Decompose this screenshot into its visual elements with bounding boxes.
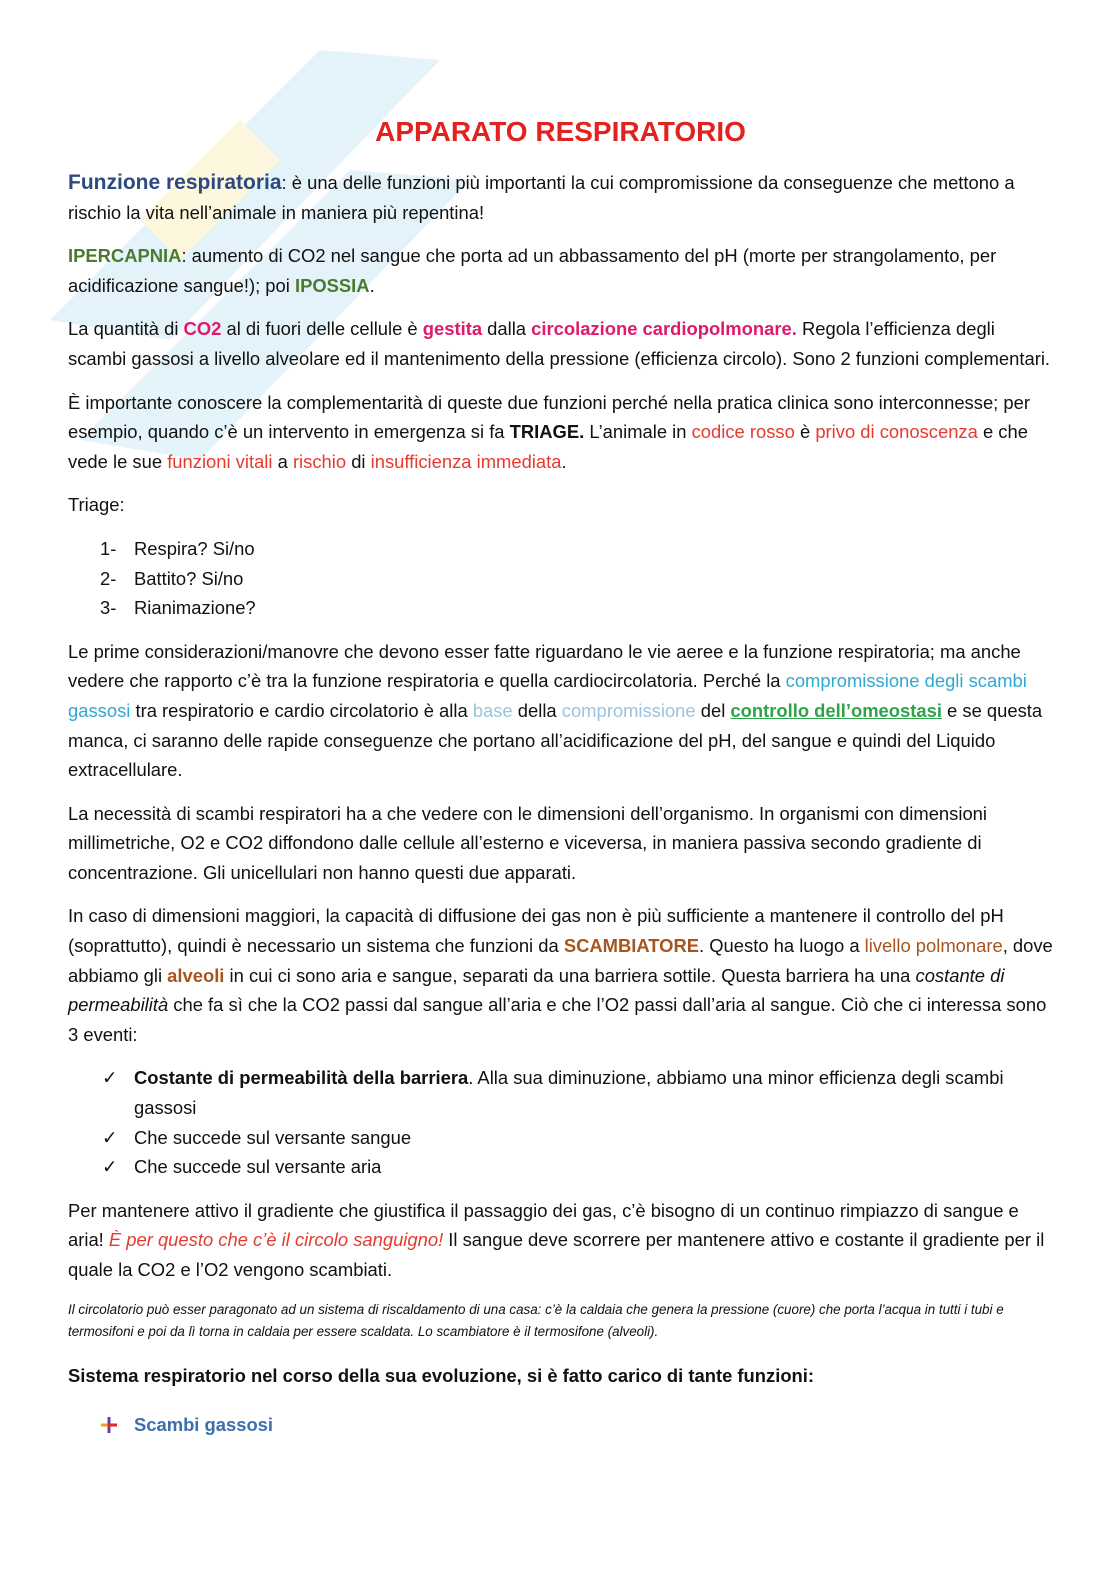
text-span: a	[272, 450, 293, 472]
list-text: Che succede sul versante sangue	[134, 1126, 412, 1148]
list-text: Battito? Si/no	[134, 567, 244, 589]
highlight-circolazione: circolazione cardiopolmonare.	[531, 318, 797, 340]
text-span: di	[346, 450, 371, 472]
term-scambiatore: SCAMBIATORE	[563, 935, 700, 957]
highlight-insufficienza: insufficienza immediata	[370, 450, 562, 472]
text-span: : è una delle funzioni più importanti la cui compromissione da conseguenze che mettono a rischio la vita nell’animale in maniera più repentina!	[68, 172, 1015, 223]
text-span: Il sangue deve scorrere per mantenere attivo e costante il gradiente per il quale la CO2 e l’O2 vengono scambiati.	[68, 1229, 1045, 1280]
list-text: Respira? Si/no	[134, 537, 255, 559]
list-text: . Alla sua diminuzione, abbiamo una minor efficienza degli scambi gassosi	[134, 1067, 1004, 1119]
highlight-compromissione-scambi: compromissione degli scambi gassosi	[68, 670, 1027, 721]
paragraph-scambiatore	[68, 901, 1053, 1049]
text-span: La quantità di	[68, 318, 184, 340]
text-span: .	[561, 450, 567, 472]
highlight-gestita: gestita	[422, 318, 483, 340]
page-title: APPARATO RESPIRATORIO	[375, 116, 746, 147]
term-ipossia: IPOSSIA	[294, 274, 370, 296]
paragraph-ipercapnia	[68, 241, 1053, 300]
triage-list	[68, 534, 1053, 623]
text-span: è	[794, 421, 816, 443]
text-span: dalla	[482, 318, 532, 340]
checkmark-icon: ✓	[102, 1156, 118, 1178]
term-alveoli: alveoli	[167, 964, 225, 986]
list-item	[68, 1063, 1053, 1122]
text-span: È importante conoscere la complementarità di queste due funzioni perché nella pratica clinica sono interconnesse; per esempio, quando c’è un intervento in emergenza si fa	[68, 391, 1030, 443]
highlight-codice-rosso: codice rosso	[691, 421, 795, 443]
bullet-arrow-icon	[100, 1416, 118, 1434]
text-span: , dove abbiamo gli	[68, 935, 1053, 986]
text-span: : aumento di CO2 nel sangue che porta ad un abbassamento del pH (morte per strangolamento, per acidificazione sangue!); poi	[68, 245, 997, 296]
list-number: 1-	[100, 537, 117, 559]
paragraph-funzione-respiratoria	[68, 168, 1053, 227]
text-span: e se questa manca, ci saranno delle rapide conseguenze che portano all’acidificazione del pH, del sangue e quindi del Liquido extracellulare.	[68, 699, 1043, 781]
list-text: Che succede sul versante aria	[134, 1156, 382, 1178]
text-span: del	[695, 699, 731, 721]
list-number: 2-	[100, 567, 117, 589]
text-span: Regola l’efficienza degli scambi gassosi a livello alveolare ed il mantenimento della pressione (efficienza circolo). Sono 2 funzioni complementari.	[68, 318, 1051, 369]
text-span: che fa sì che la CO2 passi dal sangue all’aria e che l’O2 passi dall’aria al sangue. Ciò che ci interessa sono 3 eventi:	[68, 994, 1047, 1045]
list-item	[68, 1123, 1053, 1153]
section-heading-sistema-respiratorio: Sistema respiratorio nel corso della sua evoluzione, si è fatto carico di tante funzioni:	[68, 1364, 815, 1386]
list-item	[68, 564, 1053, 594]
highlight-circolo-sanguigno: È per questo che c’è il circolo sanguigno!	[108, 1229, 444, 1251]
highlight-base: base	[472, 699, 513, 721]
text-span: In caso di dimensioni maggiori, la capacità di diffusione dei gas non è più sufficiente a mantenere il controllo del pH (soprattutto), quindi è necessario un sistema che funzioni da	[68, 905, 1004, 957]
list-text-bold: Costante di permeabilità della barriera	[134, 1067, 469, 1089]
section-heading-funzione: Funzione respiratoria	[68, 171, 282, 194]
highlight-controllo-omeostasi: controllo dell’omeostasi	[730, 699, 942, 721]
text-span: .	[369, 274, 375, 296]
checkmark-icon: ✓	[102, 1126, 118, 1148]
term-triage: TRIAGE.	[509, 421, 585, 443]
paragraph-triage-intro	[68, 388, 1053, 477]
list-item	[68, 1410, 1053, 1440]
highlight-co2: CO2	[183, 318, 222, 340]
text-span: al di fuori delle cellule è	[221, 318, 423, 340]
paragraph-co2	[68, 314, 1053, 373]
checkmark-icon: ✓	[102, 1067, 118, 1089]
list-item	[68, 1152, 1053, 1182]
list-item	[68, 593, 1053, 623]
italic-note: Il circolatorio può esser paragonato ad un sistema di riscaldamento di una casa: c’è la caldaia che genera la pressione (cuore) che porta l’acqua in tutti i tubi e termosifoni e poi da lì torna in caldaia per essere scaldata. Lo scambiatore è il termosifone (alveoli).	[68, 1301, 1004, 1339]
highlight-privo: privo di conoscenza	[815, 421, 978, 443]
list-text: Scambi gassosi	[134, 1414, 274, 1436]
paragraph-gradiente	[68, 1196, 1053, 1285]
list-number: 3-	[100, 597, 117, 619]
list-text: Rianimazione?	[134, 597, 256, 619]
text-span: Le prime considerazioni/manovre che devono esser fatte riguardano le vie aeree e la funzione respiratoria; ma anche vedere che rapporto c’è tra la funzione respiratoria e quella cardiocircolatoria. Perché la	[68, 640, 1021, 692]
highlight-funzioni-vitali: funzioni vitali	[167, 450, 273, 472]
triage-label: Triage:	[68, 494, 125, 516]
text-span: Per mantenere attivo il gradiente che giustifica il passaggio dei gas, c’è bisogno di un continuo rimpiazzo di sangue e aria!	[68, 1199, 1019, 1251]
events-checklist	[68, 1063, 1053, 1181]
text-span: . Questo ha luogo a	[699, 935, 865, 957]
term-ipercapnia: IPERCAPNIA	[68, 245, 182, 267]
list-item	[68, 534, 1053, 564]
text-span: L’animale in	[584, 421, 692, 443]
text-span: della	[512, 699, 562, 721]
paragraph-considerazioni	[68, 637, 1053, 785]
document-page	[68, 112, 1053, 1440]
highlight-rischio: rischio	[292, 450, 347, 472]
highlight-livello-polmonare: livello polmonare	[864, 935, 1003, 957]
text-span: in cui ci sono aria e sangue, separati da una barriera sottile. Questa barriera ha una	[224, 964, 916, 986]
term-costante-permeabilita: costante di permeabilità	[68, 964, 1005, 1016]
text-span: tra respiratorio e cardio circolatorio è alla	[130, 699, 473, 721]
text-span: e che vede le sue	[68, 421, 1028, 472]
highlight-compromissione: compromissione	[561, 699, 696, 721]
paragraph-scambi-dimensioni: La necessità di scambi respiratori ha a che vedere con le dimensioni dell’organismo. In organismi con dimensioni millimetriche, O2 e CO2 diffondono dalle cellule all’esterno e viceversa, in maniera passiva secondo gradiente di concentrazione. Gli unicellulari non hanno questi due apparati.	[68, 802, 987, 883]
